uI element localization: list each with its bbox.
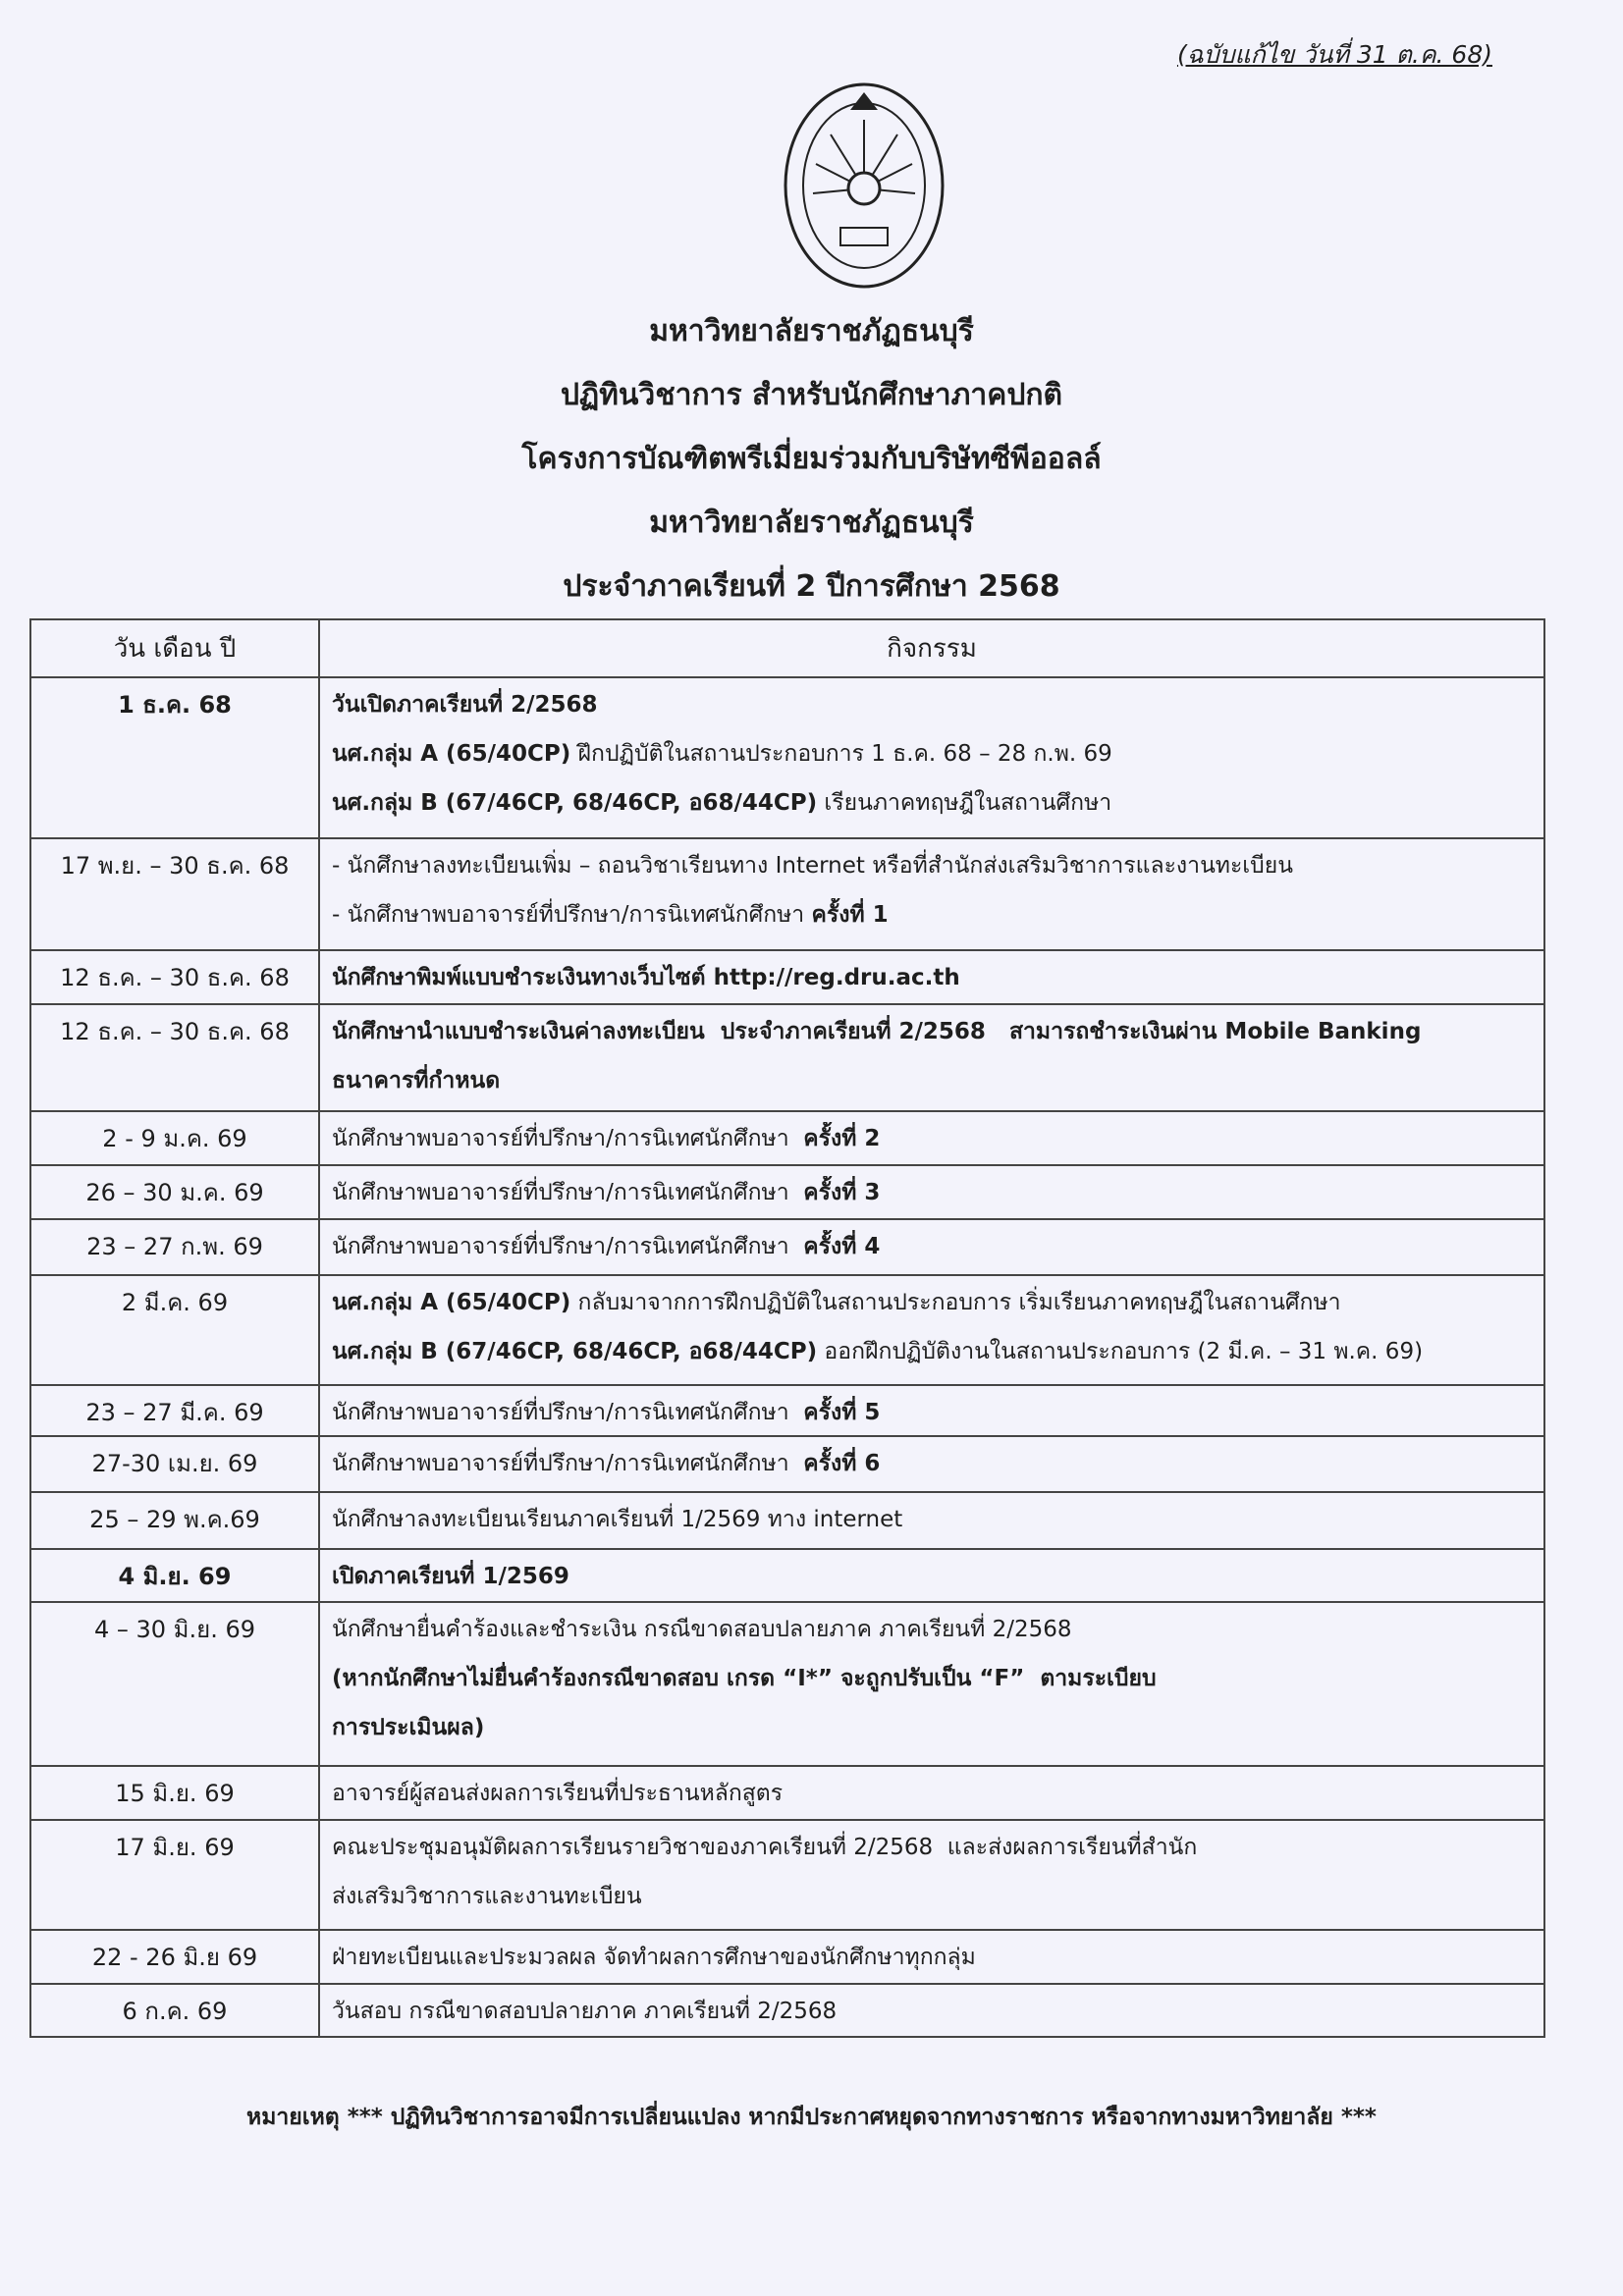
activity-text: นักศึกษายื่นคำร้องและชำระเงิน กรณีขาดสอบปลายภาค ภาคเรียนที่ 2/2568 <box>332 1617 1072 1642</box>
title-line: ประจำภาคเรียนที่ 2 ปีการศึกษา 2568 <box>563 569 1060 604</box>
table-row <box>30 1165 1544 1219</box>
activity-line <box>332 898 1543 935</box>
activity-line <box>332 1777 1543 1814</box>
activity-text-bold: นศ.กลุ่ม B (67/46CP, 68/46CP, อ68/44CP) <box>332 1339 818 1364</box>
activity-text: คณะประชุมอนุมัติผลการเรียนรายวิชาของภาคเรียนที่ 2/2568 และส่งผลการเรียนที่สำนัก <box>332 1835 1198 1860</box>
title-line: ปฏิทินวิชาการ สำหรับนักศึกษาภาคปกติ <box>560 378 1063 412</box>
activity-line <box>332 1176 1543 1213</box>
row-activity <box>319 1984 1544 2037</box>
activity-line <box>332 1447 1543 1484</box>
activity-line <box>332 1335 1543 1372</box>
row-date: 15 มิ.ย. 69 <box>30 1766 319 1820</box>
row-date: 17 มิ.ย. 69 <box>30 1820 319 1930</box>
activity-text: นักศึกษาลงทะเบียนเรียนภาคเรียนที่ 1/2569 ทาง internet <box>332 1507 903 1532</box>
row-activity <box>319 1492 1544 1549</box>
table-row <box>30 1111 1544 1165</box>
row-activity <box>319 1930 1544 1984</box>
row-activity <box>319 1820 1544 1930</box>
activity-text-bold: การประเมินผล) <box>332 1715 485 1740</box>
activity-line <box>332 737 1543 786</box>
activity-text-bold: นักศึกษาพิมพ์แบบชำระเงินทางเว็บไซต์ http://reg.dru.ac.th <box>332 965 960 990</box>
activity-line <box>332 961 1543 998</box>
activity-line <box>332 1941 1543 1978</box>
table-row <box>30 950 1544 1004</box>
table-row <box>30 1766 1544 1820</box>
activity-text-bold: ครั้งที่ 3 <box>803 1180 881 1205</box>
table-row <box>30 1549 1544 1602</box>
title-line: มหาวิทยาลัยราชภัฏธนบุรี <box>649 506 974 540</box>
activity-line <box>332 1711 1543 1748</box>
row-activity <box>319 1385 1544 1436</box>
activity-text: อาจารย์ผู้สอนส่งผลการเรียนที่ประธานหลักสูตร <box>332 1781 784 1806</box>
activity-line <box>332 1064 1543 1101</box>
activity-text-bold: (หากนักศึกษาไม่ยื่นคำร้องกรณีขาดสอบ เกรด “I*” จะถูกปรับเป็น “F” ตามระเบียบ <box>332 1666 1157 1691</box>
table-row <box>30 1275 1544 1385</box>
row-date: 23 – 27 ก.พ. 69 <box>30 1219 319 1275</box>
activity-text-bold: ธนาคารที่กำหนด <box>332 1068 501 1094</box>
row-activity <box>319 838 1544 950</box>
activity-text: - นักศึกษาพบอาจารย์ที่ปรึกษา/การนิเทศนักศึกษา <box>332 902 812 928</box>
activity-text-bold: ครั้งที่ 6 <box>803 1451 881 1476</box>
header-activity: กิจกรรม <box>319 619 1544 677</box>
row-activity <box>319 1111 1544 1165</box>
document-titles <box>0 299 1623 618</box>
activity-line <box>332 1662 1543 1711</box>
activity-text: วันสอบ กรณีขาดสอบปลายภาค ภาคเรียนที่ 2/2568 <box>332 1999 838 2024</box>
table-row <box>30 1219 1544 1275</box>
activity-line <box>332 786 1543 824</box>
activity-line <box>332 1880 1543 1917</box>
activity-line <box>332 849 1543 898</box>
activity-line <box>332 1230 1543 1267</box>
activity-line <box>332 688 1543 737</box>
table-row <box>30 1930 1544 1984</box>
footnote: หมายเหตุ *** ปฏิทินวิชาการอาจมีการเปลี่ยนแปลง หากมีประกาศหยุดจากทางราชการ หรือจากทางมหาวิทยาลัย *** <box>246 2105 1377 2130</box>
activity-text: นักศึกษาพบอาจารย์ที่ปรึกษา/การนิเทศนักศึกษา <box>332 1451 804 1476</box>
row-date: 6 ก.ค. 69 <box>30 1984 319 2037</box>
row-activity <box>319 950 1544 1004</box>
row-date: 12 ธ.ค. – 30 ธ.ค. 68 <box>30 950 319 1004</box>
table-row <box>30 838 1544 950</box>
header-date: วัน เดือน ปี <box>30 619 319 677</box>
activity-text-bold: นศ.กลุ่ม A (65/40CP) <box>332 1290 571 1315</box>
row-date: 2 มี.ค. 69 <box>30 1275 319 1385</box>
row-date: 17 พ.ย. – 30 ธ.ค. 68 <box>30 838 319 950</box>
activity-text: นักศึกษาพบอาจารย์ที่ปรึกษา/การนิเทศนักศึกษา <box>332 1126 804 1151</box>
activity-text: - นักศึกษาลงทะเบียนเพิ่ม – ถอนวิชาเรียนทาง Internet หรือที่สำนักส่งเสริมวิชาการและงานทะเบียน <box>332 853 1293 879</box>
activity-text-bold: ครั้งที่ 2 <box>803 1126 881 1151</box>
row-date: 26 – 30 ม.ค. 69 <box>30 1165 319 1219</box>
activity-text-bold: นศ.กลุ่ม B (67/46CP, 68/46CP, อ68/44CP) <box>332 790 818 816</box>
row-date: 4 มิ.ย. 69 <box>30 1549 319 1602</box>
row-activity <box>319 1549 1544 1602</box>
activity-text: นักศึกษาพบอาจารย์ที่ปรึกษา/การนิเทศนักศึกษา <box>332 1180 804 1205</box>
academic-calendar-table <box>29 618 1545 2038</box>
activity-line <box>332 1995 1543 2032</box>
activity-text-bold: นักศึกษานำแบบชำระเงินค่าลงทะเบียน ประจำภาคเรียนที่ 2/2568 สามารถชำระเงินผ่าน Mobile Banking <box>332 1019 1422 1044</box>
title-line: มหาวิทยาลัยราชภัฏธนบุรี <box>649 314 974 348</box>
activity-line <box>332 1122 1543 1159</box>
row-date: 22 - 26 มิ.ย 69 <box>30 1930 319 1984</box>
row-activity <box>319 1219 1544 1275</box>
row-date: 12 ธ.ค. – 30 ธ.ค. 68 <box>30 1004 319 1111</box>
row-date: 23 – 27 มี.ค. 69 <box>30 1385 319 1436</box>
activity-text-bold: ครั้งที่ 5 <box>803 1400 881 1425</box>
activity-text: ส่งเสริมวิชาการและงานทะเบียน <box>332 1884 642 1909</box>
activity-line <box>332 1503 1543 1540</box>
activity-line <box>332 1560 1543 1597</box>
row-activity <box>319 1165 1544 1219</box>
activity-text-bold: นศ.กลุ่ม A (65/40CP) <box>332 741 571 767</box>
activity-text-bold: ครั้งที่ 1 <box>811 902 889 928</box>
row-date: 1 ธ.ค. 68 <box>30 677 319 838</box>
table-row <box>30 1602 1544 1766</box>
revision-note: (ฉบับแก้ไข วันที่ 31 ต.ค. 68) <box>1176 40 1492 69</box>
row-date: 2 - 9 ม.ค. 69 <box>30 1111 319 1165</box>
table-row <box>30 1492 1544 1549</box>
title-line: โครงการบัณฑิตพรีเมี่ยมร่วมกับบริษัทซีพีออลล์ <box>521 442 1102 476</box>
activity-line <box>332 1613 1543 1662</box>
activity-text: ออกฝึกปฏิบัติงานในสถานประกอบการ (2 มี.ค. – 31 พ.ค. 69) <box>817 1339 1424 1364</box>
activity-line <box>332 1015 1543 1064</box>
row-activity <box>319 1766 1544 1820</box>
row-activity <box>319 1004 1544 1111</box>
table-header-row <box>30 619 1544 677</box>
activity-text-bold: เปิดภาคเรียนที่ 1/2569 <box>332 1564 569 1589</box>
activity-text-bold: วันเปิดภาคเรียนที่ 2/2568 <box>332 692 598 718</box>
table-row <box>30 1004 1544 1111</box>
activity-line <box>332 1286 1543 1335</box>
table-row <box>30 1820 1544 1930</box>
university-seal-logo <box>782 80 947 291</box>
row-activity <box>319 1602 1544 1766</box>
row-activity <box>319 1275 1544 1385</box>
row-date: 25 – 29 พ.ค.69 <box>30 1492 319 1549</box>
table-row <box>30 1984 1544 2037</box>
activity-line <box>332 1396 1543 1433</box>
table-row <box>30 1385 1544 1436</box>
table-row <box>30 677 1544 838</box>
activity-text: ฝึกปฏิบัติในสถานประกอบการ 1 ธ.ค. 68 – 28 ก.พ. 69 <box>570 741 1112 767</box>
activity-text-bold: ครั้งที่ 4 <box>803 1234 881 1259</box>
activity-text: กลับมาจากการฝึกปฏิบัติในสถานประกอบการ เริ่มเรียนภาคทฤษฎีในสถานศึกษา <box>570 1290 1341 1315</box>
row-date: 4 – 30 มิ.ย. 69 <box>30 1602 319 1766</box>
activity-text: นักศึกษาพบอาจารย์ที่ปรึกษา/การนิเทศนักศึกษา <box>332 1234 804 1259</box>
activity-line <box>332 1831 1543 1880</box>
activity-text: ฝ่ายทะเบียนและประมวลผล จัดทำผลการศึกษาของนักศึกษาทุกกลุ่ม <box>332 1945 976 1970</box>
table-row <box>30 1436 1544 1492</box>
activity-text: นักศึกษาพบอาจารย์ที่ปรึกษา/การนิเทศนักศึกษา <box>332 1400 804 1425</box>
row-activity <box>319 1436 1544 1492</box>
row-date: 27-30 เม.ย. 69 <box>30 1436 319 1492</box>
row-activity <box>319 677 1544 838</box>
activity-text: เรียนภาคทฤษฎีในสถานศึกษา <box>817 790 1112 816</box>
